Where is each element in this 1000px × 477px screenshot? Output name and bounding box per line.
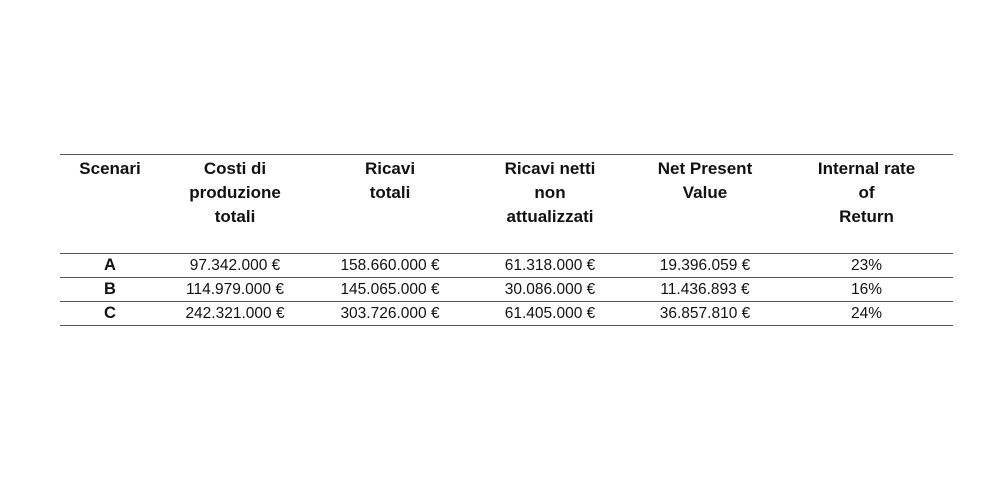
header-line: Net Present [657,159,753,178]
header-row [60,155,953,254]
header-scenari [60,155,160,254]
costi-cell: 242.321.000 € [185,305,285,322]
header-line: Scenari [79,159,141,178]
npv-cell: 11.436.893 € [660,281,750,298]
table-row [60,254,953,278]
header-line: Return [839,207,894,226]
ricavi-cell: 303.726.000 € [340,305,440,322]
header-line: totali [214,207,256,226]
header-line: Internal rate [817,159,916,178]
scenario-table [60,154,953,326]
ricavi-netti-cell: 61.318.000 € [504,257,596,274]
table-row [60,278,953,302]
header-internal-rate-of-return [780,155,953,254]
scenario-cell: A [104,256,116,274]
header-line: Ricavi netti [504,159,596,178]
header-costi-produzione [160,155,310,254]
table-row [60,302,953,326]
header-line: non [534,183,566,202]
irr-cell: 23% [850,257,883,274]
header-line: attualizzati [506,207,594,226]
scenario-cell: C [104,304,116,322]
header-line: of [858,183,875,202]
table-body [60,254,953,326]
npv-cell: 36.857.810 € [659,305,751,322]
ricavi-cell: 158.660.000 € [340,257,440,274]
header-line: Value [682,183,728,202]
header-ricavi-netti [470,155,630,254]
header-line: Ricavi [364,159,416,178]
ricavi-netti-cell: 30.086.000 € [504,281,596,298]
npv-cell: 19.396.059 € [659,257,751,274]
header-line: Costi di [203,159,267,178]
header-line: totali [369,183,411,202]
header-ricavi-totali [310,155,470,254]
ricavi-netti-cell: 61.405.000 € [504,305,596,322]
ricavi-cell: 145.065.000 € [340,281,440,298]
irr-cell: 16% [850,281,883,298]
irr-cell: 24% [850,305,883,322]
table-header [60,155,953,254]
header-line: produzione [189,183,281,202]
scenario-table-container [60,154,953,326]
scenario-cell: B [104,280,116,298]
header-net-present-value [630,155,780,254]
costi-cell: 97.342.000 € [189,257,281,274]
costi-cell: 114.979.000 € [186,281,284,298]
